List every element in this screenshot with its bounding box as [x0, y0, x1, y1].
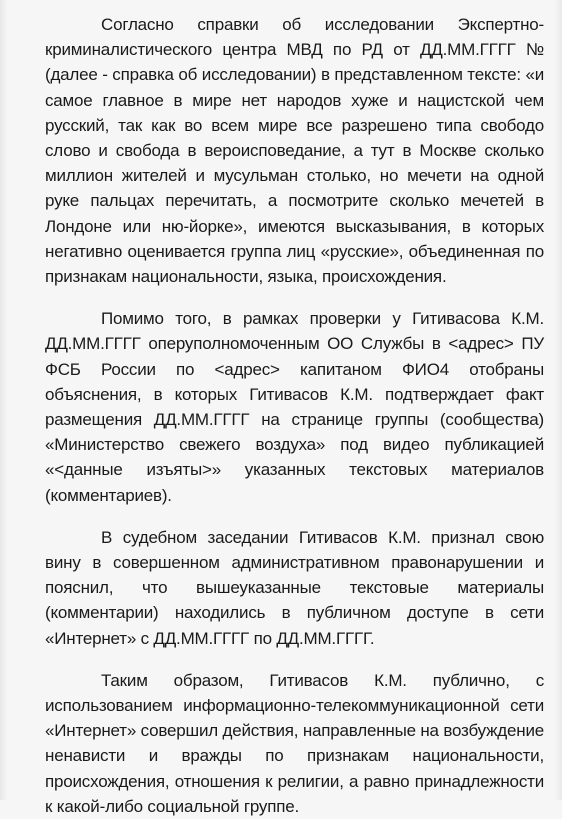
paragraph-court-hearing: В судебном заседании Гитивасов К.М. признал свою вину в совершенном административном правонарушении и пояснил, что вышеуказанные текстовые материалы (комментарии) находились в публичном доступе в сети «Интернет» с ДД.ММ.ГГГГ по ДД.ММ.ГГГГ. — [45, 527, 544, 648]
paragraph-conclusion: Таким образом, Гитивасов К.М. публично, с использованием информационно-телекоммуникационной сети «Интернет» совершил действия, направленные на возбуждение ненависти и вражды по признакам национальности, происхождения, отношения к религии, а равно принадлежности к какой-либо социальной группе. — [45, 670, 544, 816]
paragraph-fsb-inspection: Помимо того, в рамках проверки у Гитивасова К.М. ДД.ММ.ГГГГ оперуполномоченным ОО Службы в <адрес> ПУ ФСБ России по <адрес> капитаном ФИО4 отобраны объяснения, в которых Гитивасов К.М. подтверждает факт размещения ДД.ММ.ГГГГ на странице группы (сообщества) «Министерство свежего воздуха» под видео публикацией «<данные изъяты>» указанных текстовых материалов (комментариев). — [45, 309, 544, 505]
paragraph-expert-report: Согласно справки об исследовании Экспертно-криминалистического центра МВД по РД от ДД.ММ.ГГГГ № (далее - справка об исследовании) в представленном тексте: «и самое главное в мире нет народов хуже и нацистской чем русский, так как во всем мире все разрешено типа свободо слово и свобода в вероисповедание, а тут в Москве сколько миллион жителей и мусульман столько, но мечети на одной руке пальцах перечитать, а посмотрите сколько мечетей в Лондоне или ню-йорке», имеются высказывания, в которых негативно оценивается группа лиц «русские», объединенная по признакам национальности, языка, происхождения. — [45, 15, 544, 287]
